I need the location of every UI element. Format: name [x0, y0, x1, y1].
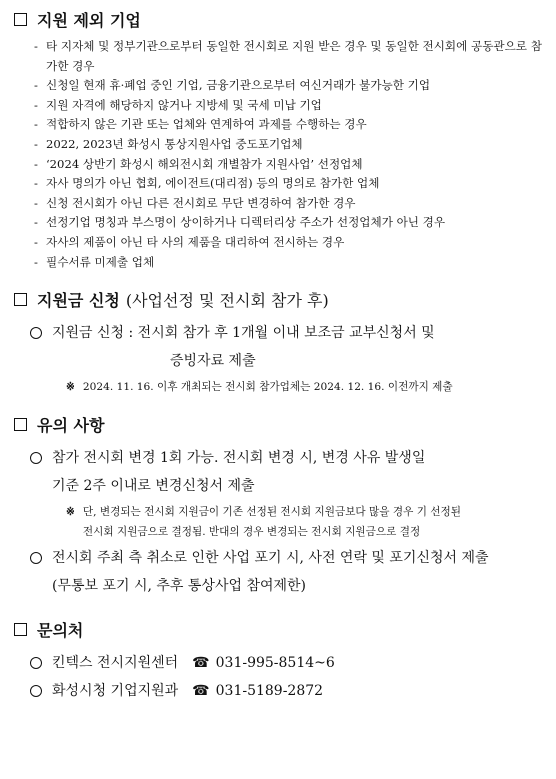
list-item: - 적합하지 않은 기관 또는 업체와 연계하여 과제를 수행하는 경우: [34, 115, 544, 135]
phone-icon: ☎: [192, 683, 210, 700]
caution-note: [66, 502, 544, 542]
circle-bullet-icon: [30, 552, 42, 564]
contact-number: 031-5189-2872: [215, 683, 324, 700]
contact-name: 화성시청 기업지원과: [52, 683, 179, 700]
section-heading-exclusion: [14, 8, 544, 31]
section-title: 문의처: [37, 621, 84, 641]
grant-note-text: 2024. 11. 16. 이후 개최되는 전시회 참가업체는 2024. 12. 16. 이전까지 제출: [82, 381, 453, 394]
circle-bullet-icon: [30, 657, 42, 669]
exclusion-list: [14, 37, 544, 272]
checkbox-square-icon: [14, 418, 27, 431]
caution-note-line1: 단, 변경되는 전시회 지원금이 기존 선정된 전시회 지원금보다 많을 경우 기 선정된: [82, 506, 462, 519]
section-title: 지원금 신청: [37, 291, 120, 311]
checkbox-square-icon: [14, 293, 27, 306]
grant-item-line1: 지원금 신청 : 전시회 참가 후 1개월 이내 보조금 교부신청서 및: [52, 325, 435, 342]
caution-item2-line1: 전시회 주최 측 취소로 인한 사업 포기 시, 사전 연락 및 포기신청서 제출: [52, 550, 489, 567]
list-item: - 필수서류 미제출 업체: [34, 253, 544, 273]
circle-bullet-icon: [30, 327, 42, 339]
list-item: - 신청일 현재 휴·폐업 중인 기업, 금융기관으로부터 여신거래가 불가능한 기업: [34, 76, 544, 96]
caution-note-line2: 전시회 지원금으로 결정됨. 반대의 경우 변경되는 전시회 지원금으로 결정: [82, 526, 421, 539]
section-subtitle: (사업선정 및 전시회 참가 후): [125, 291, 329, 311]
section-heading-caution: [14, 413, 544, 436]
grant-note: [66, 377, 544, 397]
circle-bullet-icon: [30, 685, 42, 697]
checkbox-square-icon: [14, 623, 27, 636]
contact-entry: [30, 677, 544, 705]
list-item: - 지원 자격에 해당하지 않거나 지방세 및 국세 미납 기업: [34, 96, 544, 116]
caution-item1-line1: 참가 전시회 변경 1회 가능. 전시회 변경 시, 변경 사유 발생일: [52, 450, 426, 467]
list-item: - 2022, 2023년 화성시 통상지원사업 중도포기업체: [34, 135, 544, 155]
reference-mark-icon: ※: [66, 381, 75, 394]
grant-item: [30, 319, 544, 375]
grant-item-line2: 증빙자료 제출: [170, 353, 256, 370]
caution-item-2: [30, 544, 544, 600]
list-item: - 타 지자체 및 정부기관으로부터 동일한 전시회로 지원 받은 경우 및 동일한 전시회에 공동관으로 참가한 경우: [34, 37, 544, 76]
reference-mark-icon: ※: [66, 506, 75, 519]
list-item: - ‘2024 상반기 화성시 해외전시회 개별참가 지원사업’ 선정업체: [34, 155, 544, 175]
circle-bullet-icon: [30, 452, 42, 464]
list-item: - 자사 명의가 아닌 협회, 에이전트(대리점) 등의 명의로 참가한 업체: [34, 174, 544, 194]
section-title: 유의 사항: [37, 416, 105, 436]
contact-number: 031-995-8514~6: [215, 655, 335, 672]
caution-item1-line2: 기준 2주 이내로 변경신청서 제출: [52, 478, 255, 495]
contact-name: 킨텍스 전시지원센터: [52, 655, 179, 672]
section-heading-contact: [14, 618, 544, 641]
list-item: - 신청 전시회가 아닌 다른 전시회로 무단 변경하여 참가한 경우: [34, 194, 544, 214]
caution-item2-line2: (무통보 포기 시, 추후 통상사업 참여제한): [52, 578, 307, 595]
list-item: - 선정기업 명칭과 부스명이 상이하거나 디렉터리상 주소가 선정업체가 아닌 경우: [34, 213, 544, 233]
list-item: - 자사의 제품이 아닌 타 사의 제품을 대리하여 전시하는 경우: [34, 233, 544, 253]
section-title: 지원 제외 기업: [37, 11, 141, 30]
contact-entry: [30, 649, 544, 677]
phone-icon: ☎: [192, 655, 210, 672]
caution-item-1: [30, 444, 544, 500]
checkbox-square-icon: [14, 13, 27, 26]
section-heading-grant: [14, 288, 544, 311]
